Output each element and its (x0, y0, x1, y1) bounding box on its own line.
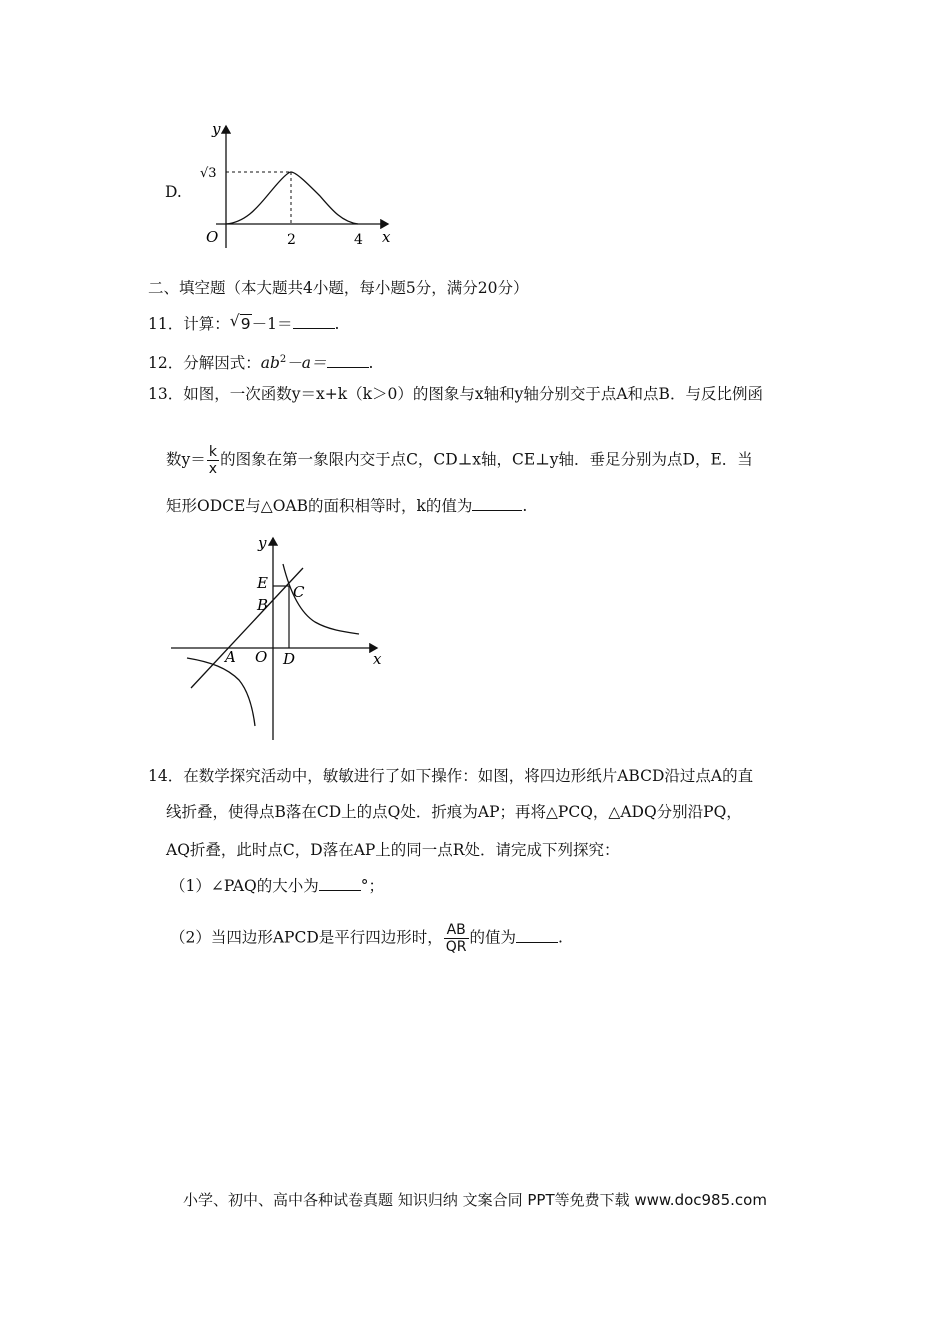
q14-sub1-pre: （1）∠PAQ的大小为 (170, 877, 319, 895)
tick-4: 4 (354, 232, 363, 248)
question-13-line3 (166, 496, 527, 516)
q13-text-3: 矩形ODCE与△OAB的面积相等时，k的值为 (166, 497, 473, 515)
sqrt-icon: √ (229, 312, 240, 330)
q11-prefix: 计算： (183, 315, 230, 333)
q13-end: . (522, 497, 528, 515)
point-a-label: A (225, 648, 236, 666)
q12-prefix: 分解因式： (183, 354, 261, 373)
page-footer[interactable]: 小学、初中、高中各种试卷真题 知识归纳 文案合同 PPT等免费下载 www.doc985.com (183, 1191, 767, 1209)
x-label: x (382, 228, 391, 246)
section-title: 二、填空题（本大题共4小题，每小题5分，满分20分） (148, 279, 529, 297)
point-b-label: B (257, 596, 269, 614)
question-13-line2 (166, 444, 753, 477)
q13-answer-blank[interactable] (472, 496, 522, 511)
q11-answer-blank[interactable] (293, 314, 335, 329)
q14-sub2-end: . (558, 928, 563, 947)
curve (226, 172, 358, 224)
q14-number: 14． (148, 767, 184, 785)
q14-frac-den: QR (445, 939, 467, 955)
question-13-line1 (148, 384, 763, 404)
origin-label: O (255, 648, 268, 666)
hyperbola-branch-2 (187, 658, 255, 726)
q11-radicand: 9 (240, 315, 251, 333)
q12-expr-rest: －a＝ (286, 354, 327, 373)
x-label: x (373, 650, 382, 668)
question-14-line1 (148, 766, 753, 786)
point-d-label: D (283, 650, 296, 668)
question-12 (148, 350, 373, 373)
q11-rest: －1＝ (251, 315, 293, 333)
q14-fraction (444, 922, 469, 955)
origin-label: O (206, 228, 219, 246)
q13-fraction (207, 444, 219, 477)
q13-graph (165, 530, 395, 745)
point-c-label: C (293, 583, 305, 601)
q12-expr-a: ab (260, 354, 280, 373)
tick-2: 2 (287, 232, 296, 248)
y-label: y (212, 120, 221, 138)
q13-frac-num: k (207, 444, 219, 461)
q12-number: 12． (148, 354, 184, 373)
q13-text-2-pre: 数y＝ (166, 450, 206, 469)
point-e-label: E (257, 574, 268, 592)
q14-sub2-pre: （2）当四边形APCD是平行四边形时， (170, 928, 443, 947)
q14-sub1-post: °； (360, 877, 385, 895)
q14-sub2-mid: 的值为 (469, 928, 517, 947)
question-14-line2: 线折叠，使得点B落在CD上的点Q处．折痕为AP；再将△PCQ，△ADQ分别沿PQ， (166, 803, 742, 821)
question-14-part2 (170, 922, 563, 955)
question-14-line3: AQ折叠，此时点C，D落在AP上的同一点R处．请完成下列探究： (166, 841, 620, 859)
q13-number: 13． (148, 385, 184, 403)
option-d-graph (190, 118, 400, 258)
y-label: y (258, 534, 267, 552)
q14-text-1: 在数学探究活动中，敏敏进行了如下操作：如图，将四边形纸片ABCD沿过点A的直 (183, 767, 754, 785)
q14-sub1-answer-blank[interactable] (319, 876, 361, 891)
question-14-part1 (170, 876, 384, 896)
q14-frac-num: AB (444, 922, 469, 939)
q13-frac-den: x (208, 461, 218, 477)
q13-text-1: 如图，一次函数y＝x+k（k＞0）的图象与x轴和y轴分别交于点A和点B．与反比例函 (183, 385, 763, 403)
q11-sqrt (230, 314, 252, 334)
q11-end: . (334, 315, 340, 333)
q12-exponent: 2 (279, 354, 287, 365)
q14-sub2-answer-blank[interactable] (516, 928, 558, 943)
question-11 (148, 314, 339, 334)
q13-text-2-post: 的图象在第一象限内交于点C，CD⊥x轴，CE⊥y轴．垂足分别为点D，E．当 (220, 450, 753, 469)
q12-end: . (368, 354, 374, 373)
sqrt3-label: √3 (200, 166, 217, 181)
q11-number: 11． (148, 315, 184, 333)
option-d-label: D. (165, 183, 182, 201)
q12-answer-blank[interactable] (327, 353, 369, 368)
